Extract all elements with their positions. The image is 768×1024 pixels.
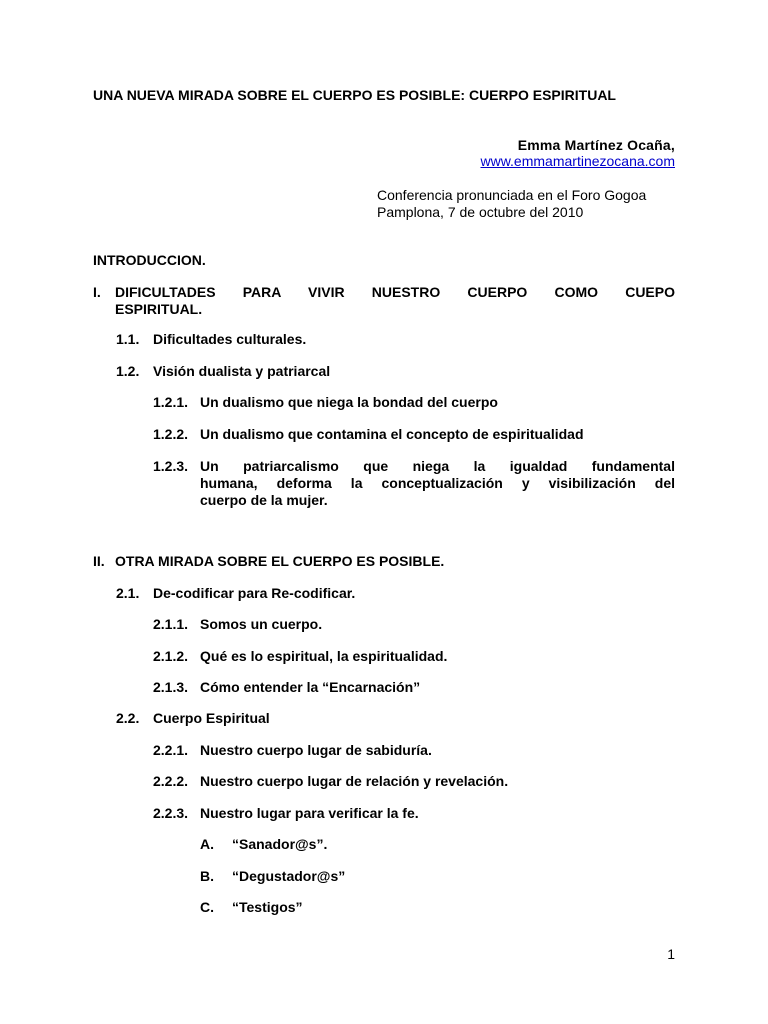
list-letter: A. (200, 836, 214, 852)
list-item: “Testigos” (232, 899, 303, 915)
section-title-continued: ESPIRITUAL. (115, 301, 203, 317)
section-number: II. (93, 553, 105, 569)
section-title: OTRA MIRADA SOBRE EL CUERPO ES POSIBLE. (115, 553, 445, 569)
conference-info (377, 187, 646, 221)
author-name: Emma Martínez Ocaña, (517, 137, 675, 153)
subsubsection-title: Un dualismo que contamina el concepto de espiritualidad (200, 426, 584, 442)
subsection-title: Cuerpo Espiritual (153, 710, 270, 726)
page-number: 1 (667, 946, 675, 962)
subsubsection-title-continued: cuerpo de la mujer. (200, 492, 328, 508)
subsection-number: 2.2. (116, 710, 140, 726)
list-item: “Sanador@s”. (232, 836, 328, 852)
section-introduction: INTRODUCCION. (93, 252, 206, 268)
subsubsection-number: 1.2.1. (153, 394, 189, 410)
subsubsection-title: Qué es lo espiritual, la espiritualidad. (200, 648, 448, 664)
section-number: I. (93, 284, 101, 300)
subsubsection-number: 2.1.2. (153, 648, 189, 664)
subsubsection-number: 1.2.3. (153, 458, 189, 474)
subsubsection-number: 2.2.3. (153, 805, 189, 821)
subsubsection-title: Cómo entender la “Encarnación” (200, 679, 421, 695)
subsection-number: 1.2. (116, 363, 140, 379)
list-letter: B. (200, 868, 214, 884)
document-title: UNA NUEVA MIRADA SOBRE EL CUERPO ES POSIBLE: CUERPO ESPIRITUAL (93, 87, 616, 103)
subsubsection-title-continued: humana, deforma la conceptualización y visibilización del (200, 475, 675, 491)
list-letter: C. (200, 899, 214, 915)
subsubsection-number: 2.1.3. (153, 679, 189, 695)
subsubsection-title: Nuestro cuerpo lugar de relación y revelación. (200, 773, 509, 789)
author-website-link[interactable]: www.emmamartinezocana.com (480, 153, 675, 169)
subsubsection-number: 2.1.1. (153, 616, 189, 632)
subsection-number: 1.1. (116, 331, 140, 347)
subsection-number: 2.1. (116, 585, 140, 601)
subsection-title: De-codificar para Re-codificar. (153, 585, 356, 601)
subsubsection-number: 2.2.2. (153, 773, 189, 789)
conference-date: Pamplona, 7 de octubre del 2010 (377, 204, 584, 220)
subsubsection-title: Nuestro cuerpo lugar de sabiduría. (200, 742, 432, 758)
subsubsection-number: 1.2.2. (153, 426, 189, 442)
subsubsection-number: 2.2.1. (153, 742, 189, 758)
conference-line: Conferencia pronunciada en el Foro Gogoa (377, 187, 647, 203)
section-title: DIFICULTADES PARA VIVIR NUESTRO CUERPO COMO CUEPO (115, 284, 675, 300)
subsection-title: Visión dualista y patriarcal (153, 363, 331, 379)
subsubsection-title: Un dualismo que niega la bondad del cuerpo (200, 394, 498, 410)
list-item: “Degustador@s” (232, 868, 346, 884)
subsubsection-title: Nuestro lugar para verificar la fe. (200, 805, 419, 821)
subsubsection-title: Un patriarcalismo que niega la igualdad fundamental (200, 458, 675, 474)
subsection-title: Dificultades culturales. (153, 331, 307, 347)
subsubsection-title: Somos un cuerpo. (200, 616, 323, 632)
